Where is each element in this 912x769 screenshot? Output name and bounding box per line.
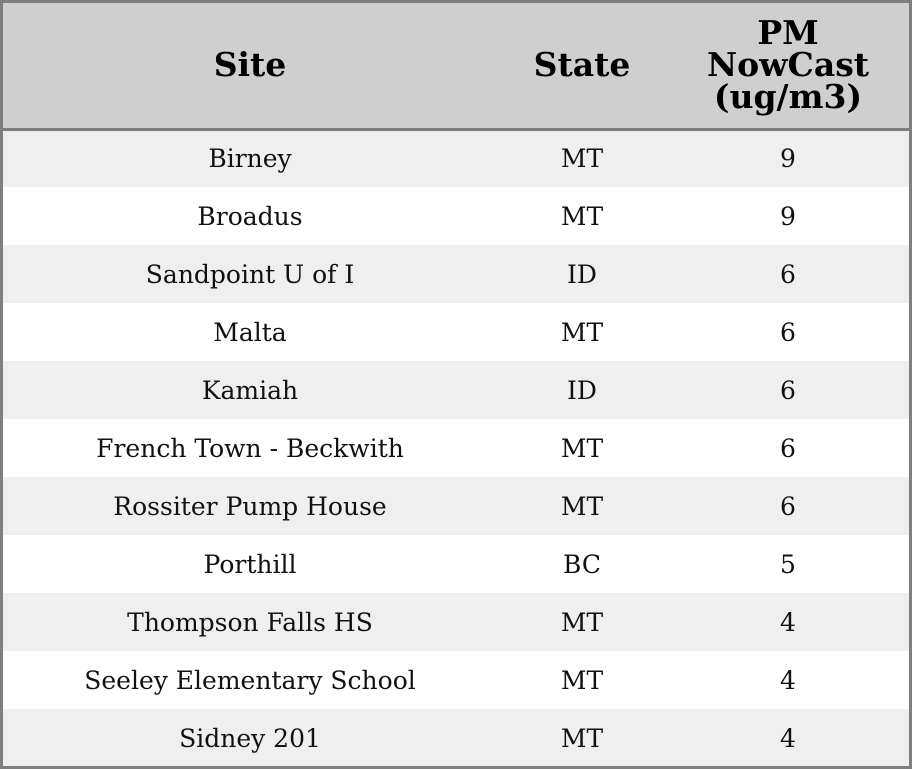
cell-pm-nowcast: 4 xyxy=(780,665,796,695)
column-header-pm-line-3: (ug/m3) xyxy=(713,77,863,117)
column-header-site-label: Site xyxy=(213,45,287,85)
cell-site: Birney xyxy=(208,144,292,174)
cell-state: MT xyxy=(560,433,604,463)
cell-pm-nowcast: 5 xyxy=(780,549,796,579)
table-row xyxy=(3,361,909,419)
table-row xyxy=(3,245,909,303)
cell-pm-nowcast: 6 xyxy=(780,433,796,463)
cell-pm-nowcast: 4 xyxy=(780,607,796,637)
table-row xyxy=(3,187,909,245)
cell-pm-nowcast: 4 xyxy=(780,723,796,753)
cell-state: ID xyxy=(567,375,597,405)
pm-nowcast-table xyxy=(3,3,909,767)
cell-state: MT xyxy=(560,607,604,637)
cell-pm-nowcast: 6 xyxy=(780,259,796,289)
cell-pm-nowcast: 6 xyxy=(780,491,796,521)
cell-site: Kamiah xyxy=(201,375,299,405)
table-row xyxy=(3,129,909,187)
cell-site: Seeley Elementary School xyxy=(84,665,416,695)
cell-site: Porthill xyxy=(203,549,297,579)
cell-pm-nowcast: 6 xyxy=(780,375,796,405)
cell-state: ID xyxy=(567,259,597,289)
table-row xyxy=(3,535,909,593)
column-header-state-label: State xyxy=(533,45,631,85)
cell-pm-nowcast: 9 xyxy=(780,144,796,174)
cell-state: MT xyxy=(560,491,604,521)
column-header-state xyxy=(497,3,667,129)
cell-state: MT xyxy=(560,144,604,174)
column-header-pm-line-2: NowCast xyxy=(706,45,870,85)
cell-pm-nowcast: 6 xyxy=(780,317,796,347)
column-header-pm-line-1: PM xyxy=(757,13,819,53)
column-header-site xyxy=(3,3,497,129)
cell-site: Thompson Falls HS xyxy=(127,607,373,637)
table-row xyxy=(3,419,909,477)
cell-site: Sandpoint U of I xyxy=(145,259,355,289)
cell-site: French Town - Beckwith xyxy=(96,433,404,463)
table-row xyxy=(3,477,909,535)
cell-site: Malta xyxy=(213,317,287,347)
table-row xyxy=(3,303,909,361)
cell-site: Rossiter Pump House xyxy=(113,491,387,521)
table-header-row xyxy=(3,3,909,129)
cell-state: MT xyxy=(560,201,604,231)
cell-state: MT xyxy=(560,317,604,347)
cell-state: MT xyxy=(560,723,604,753)
column-header-pm-nowcast xyxy=(667,3,909,129)
cell-pm-nowcast: 9 xyxy=(780,201,796,231)
table-row xyxy=(3,593,909,651)
cell-site: Sidney 201 xyxy=(179,723,321,753)
table-row xyxy=(3,651,909,709)
table-row xyxy=(3,709,909,767)
cell-state: BC xyxy=(563,549,601,579)
cell-state: MT xyxy=(560,665,604,695)
cell-site: Broadus xyxy=(197,201,303,231)
